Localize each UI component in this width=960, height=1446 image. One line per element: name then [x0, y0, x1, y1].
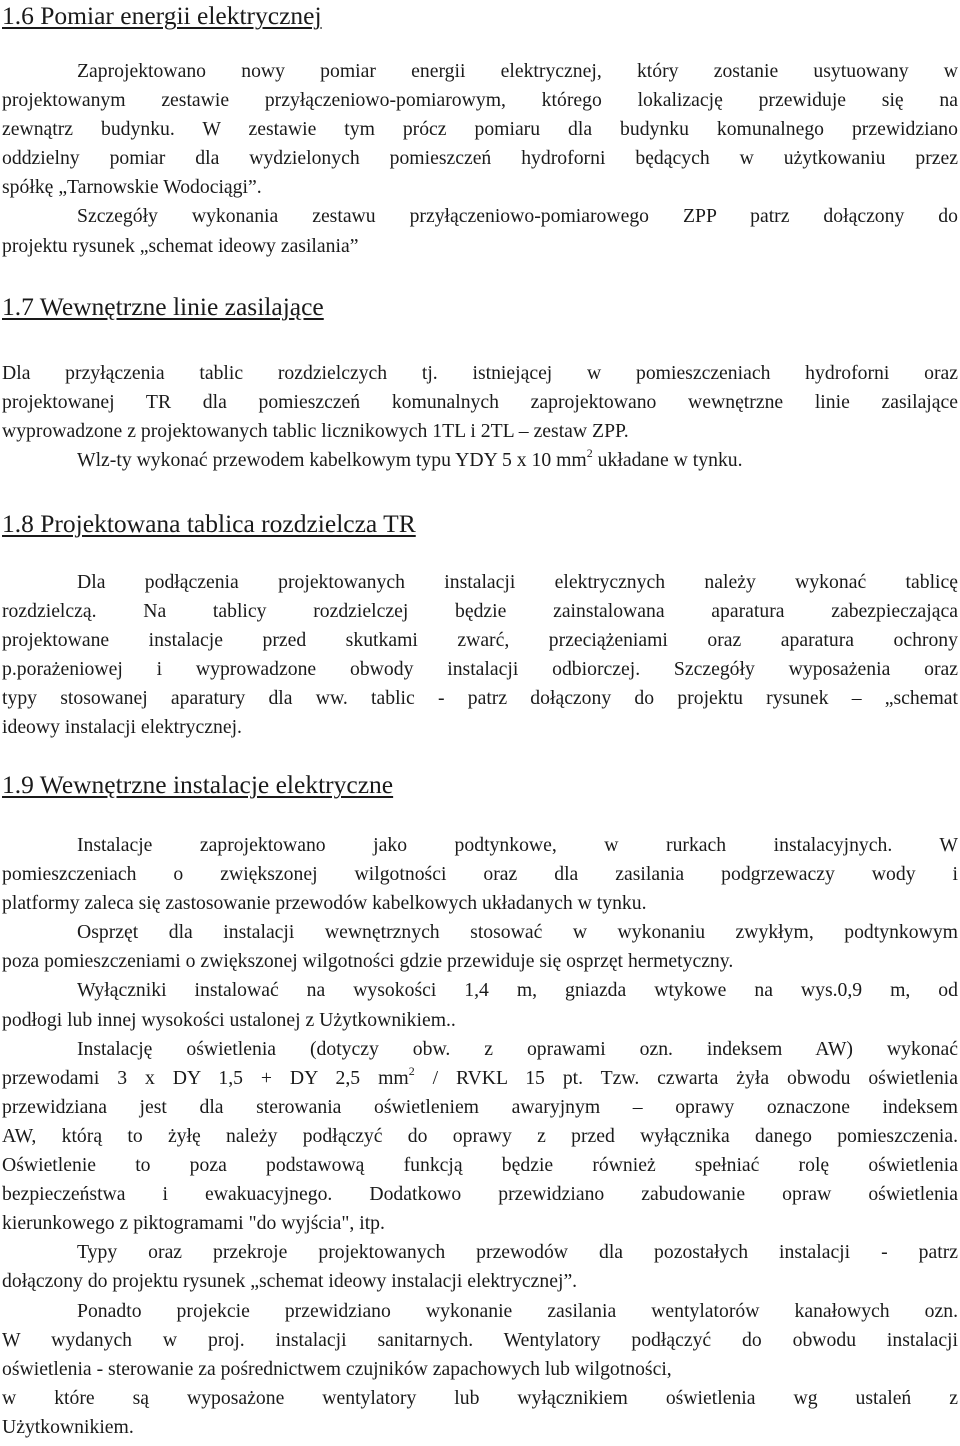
paragraph-line: p.porażeniowej i wyprowadzone obwody instalacji odbiorczej. Szczegóły wyposażenia oraz: [2, 658, 958, 681]
paragraph-line: podłogi lub innej wysokości ustalonej z Użytkownikiem..: [2, 1008, 456, 1031]
line-text: układane w tynku.: [592, 449, 743, 472]
paragraph-line: [2, 446, 958, 475]
paragraph-line: ideowy instalacji elektrycznej.: [2, 716, 242, 739]
paragraph-line: Dla podłączenia projektowanych instalacji elektrycznych należy wykonać tablicę: [77, 571, 958, 593]
paragraph-line: platformy zaleca się zastosowanie przewodów kabelkowych układanych w tynku.: [2, 892, 647, 915]
paragraph-line: Szczegóły wykonania zestawu przyłączeniowo-pomiarowego ZPP patrz dołączony do: [77, 205, 958, 228]
superscript: 2: [586, 446, 593, 461]
paragraph-line: Zaprojektowano nowy pomiar energii elektrycznej, który zostanie usytuowany w: [77, 60, 958, 82]
paragraph-line: Instalację oświetlenia (dotyczy obw. z oprawami ozn. indeksem AW) wykonać: [77, 1037, 958, 1060]
line-text: / RVKL 15 pt. Tzw. czwarta żyła obwodu oświetlenia: [414, 1066, 958, 1089]
paragraph-line: zewnątrz budynku. W zestawie tym prócz pomiaru dla budynku komunalnego przewidziano: [2, 118, 958, 141]
paragraph-line: Ponadto projekcie przewidziano wykonanie zasilania wentylatorów kanałowych ozn.: [77, 1299, 958, 1322]
paragraph-line: oddzielny pomiar dla wydzielonych pomieszczeń hydroforni będących w użytkowaniu przez: [2, 147, 958, 170]
paragraph-line: [2, 1064, 958, 1093]
paragraph-line: wyprowadzone z projektowanych tablic licznikowych 1TL i 2TL – zestaw ZPP.: [2, 420, 629, 443]
section-heading-1-8: 1.8 Projektowana tablica rozdzielcza TR: [2, 509, 416, 538]
section-heading-1-7: 1.7 Wewnętrzne linie zasilające: [2, 292, 324, 321]
paragraph-line: Osprzęt dla instalacji wewnętrznych stosować w wykonaniu zwykłym, podtynkowym: [77, 921, 958, 944]
paragraph-line: Użytkownikiem.: [2, 1415, 134, 1438]
section-body-1-7: [2, 359, 958, 475]
paragraph-line: oświetlenia - sterowanie za pośrednictwem czujników zapachowych lub wilgotności,: [2, 1357, 672, 1380]
paragraph-line: kierunkowego z piktogramami "do wyjścia", itp.: [2, 1212, 385, 1235]
paragraph-line: rozdzielczą. Na tablicy rozdzielczej będzie zainstalowana aparatura zabezpieczająca: [2, 600, 958, 623]
paragraph-line: typy stosowanej aparatury dla ww. tablic - patrz dołączony do projektu rysunek – „schemat: [2, 687, 958, 710]
section-heading-1-9: 1.9 Wewnętrzne instalacje elektryczne: [2, 770, 394, 799]
section-body-1-9: [2, 831, 958, 1442]
line-text: przewodami 3 x DY 1,5 + DY 2,5 mm: [2, 1066, 409, 1089]
paragraph-line: AW, którą to żyłę należy podłączyć do oprawy z przed wyłącznika danego pomieszczenia.: [2, 1124, 958, 1147]
paragraph-line: w które są wyposażone wentylatory lub wyłącznikiem oświetlenia wg ustaleń z: [2, 1386, 958, 1409]
paragraph-line: poza pomieszczeniami o zwiększonej wilgotności gdzie przewiduje się osprzęt hermetyczny.: [2, 950, 734, 973]
paragraph-line: Dla przyłączenia tablic rozdzielczych tj. istniejącej w pomieszczeniach hydroforni oraz: [2, 362, 958, 384]
paragraph-line: dołączony do projektu rysunek „schemat ideowy instalacji elektrycznej”.: [2, 1270, 578, 1293]
section-body-1-8: [2, 568, 958, 743]
paragraph-line: bezpieczeństwa i ewakuacyjnego. Dodatkowo przewidziano zabudowanie opraw oświetlenia: [2, 1183, 958, 1206]
paragraph-line: spółkę „Tarnowskie Wodociągi”.: [2, 176, 262, 199]
paragraph-line: projektowanym zestawie przyłączeniowo-pomiarowym, którego lokalizację przewiduje się na: [2, 89, 958, 112]
superscript: 2: [408, 1063, 415, 1078]
paragraph-line: projektu rysunek „schemat ideowy zasilania”: [2, 234, 359, 257]
paragraph-line: W wydanych w proj. instalacji sanitarnych. Wentylatory podłączyć do obwodu instalacji: [2, 1328, 958, 1351]
paragraph-line: Instalacje zaprojektowano jako podtynkowe, w rurkach instalacyjnych. W: [77, 834, 958, 856]
paragraph-line: Typy oraz przekroje projektowanych przewodów dla pozostałych instalacji - patrz: [77, 1241, 958, 1264]
paragraph-line: projektowanej TR dla pomieszczeń komunalnych zaprojektowano wewnętrzne linie zasilające: [2, 391, 958, 414]
section-heading-1-6: 1.6 Pomiar energii elektrycznej: [2, 1, 322, 30]
paragraph-line: Wyłączniki instalować na wysokości 1,4 m, gniazda wtykowe na wys.0,9 m, od: [77, 979, 958, 1002]
paragraph-line: Oświetlenie to poza podstawową funkcją będzie również spełniać rolę oświetlenia: [2, 1154, 958, 1177]
paragraph-line: projektowane instalacje przed skutkami zwarć, przeciążeniami oraz aparatura ochrony: [2, 629, 958, 652]
paragraph-line: pomieszczeniach o zwiększonej wilgotności oraz dla zasilania podgrzewaczy wody i: [2, 863, 958, 886]
line-text: Wlz-ty wykonać przewodem kabelkowym typu YDY 5 x 10 mm: [77, 449, 587, 472]
section-body-1-6: [2, 57, 958, 261]
paragraph-line: przewidziana jest dla sterowania oświetleniem awaryjnym – oprawy oznaczone indeksem: [2, 1095, 958, 1118]
